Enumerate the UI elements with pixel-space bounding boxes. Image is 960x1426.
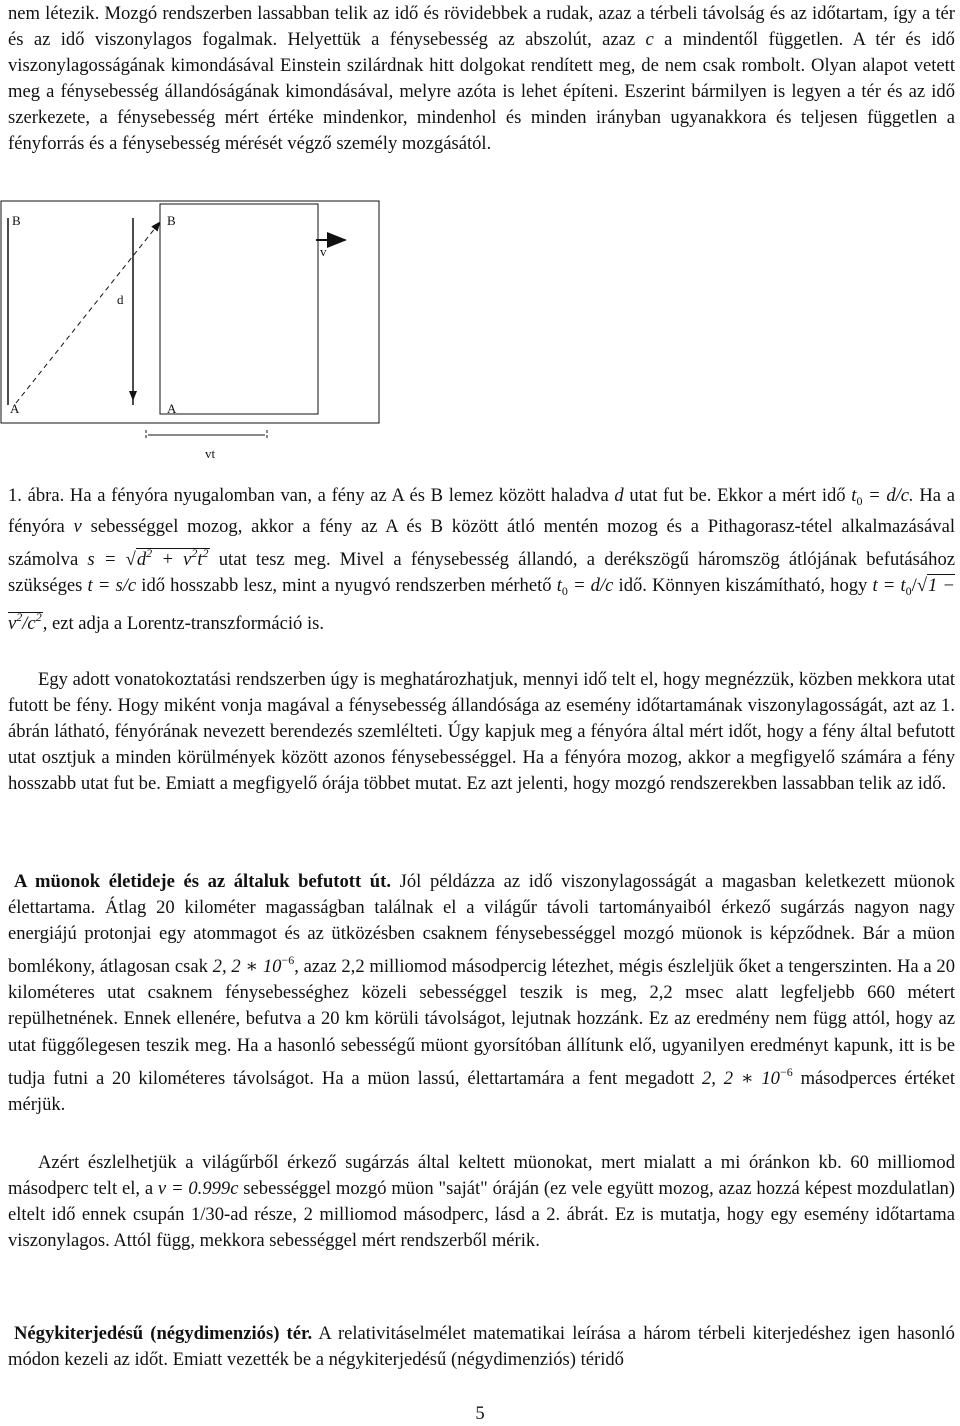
muon-text-2: , azaz 2,2 milliomod másodpercig létezhet, mégis észleljük őket a tengerszinten. Ha a 20 kilométeres utat csaknem fénysebességhez közeli sebességgel teszik is meg, 2,2 msec alatt legfeljebb 660 métert repülhetnének. Ennek ellenére, befutva a 20 km körüli távolságot, lejutnak hozzánk. Ez az eredmény nem függ attól, hogy az utat függőlegesen teszik meg. Ha a hasonló sebességű müont gyorsítóban állítunk elő, ugyanilyen eredményt kapunk, itt is be tudja futni a 20 kilométeres távolságot. Ha a müon lassú, élettartamára a fent megadott [8,956,956,1089]
muon-text-1: Jól példázza az idő viszonylagosságát a magasban keletkezett müonok élettartama. Átlag 20 kilométer magasságban találnak el a világűr távoli tartományaiból érkező sugárzás nagyon nagy energiájú protonjai egy atommagot és az ütközésben csaknem fénysebességgel mozgó müonok is képződnek. Bár a müon bomlékony, átlagosan csak [8,871,955,978]
label-b-left: B [12,213,21,228]
equation-s: s = [87,549,117,571]
figure-caption: 1. ábra. Ha a fényóra nyugalomban van, a fény az A és B lemez között haladva d utat fut be. Ekkor a mért idő $t_0 = d/c$. Ha a fényóra v sebességgel mozog, akkor a fény az A és B között átló mentén mozog és a Pithagorasz-tétel alkalmazásával számolva $s = √d^2 + v^2t^2$ utat tesz meg. Mivel a fénysebesség állandó, a derékszögű háromszög átlójának befutásához szükséges t = s/c idő hosszabb lesz, mint a nyugvó rendszerben mérhető $t_0 = d/c$ idő. Könnyen kiszámítható, hogy $t = t_0/√1 - v^2/c^2$, ezt adja a Lorentz-transzformáció is. [8,485,956,635]
equation-lorentz: t = t [872,575,906,597]
light-clock-paragraph: Egy adott vonatokoztatási rendszerben úgy is meghatározhatjuk, mennyi idő telt el, hogy megnézzük, közben mekkora utat futott be fény. Hogy miként vonja magával a fénysebesség állandósága az esemény időtartamának viszonylagosságát, azt az 1. ábrán látható, fényórának nevezett berendezés szemlélteti. Úgy kapjuk meg a fényóra által mért időt, hogy a fény által befutott utat osztjuk a minden körülmények között azonos fénysebességgel. Ha a fényóra mozog, akkor a megfigyelő számára a fény hosszabb utat fut be. Emiatt a megfigyelő órája többet mutat. Ez azt jelenti, hogy mozgó rendszerekben lassabban telik az idő. [8,669,955,795]
intro-text-1: nem létezik. Mozgó rendszerben lassabban telik az idő és rövidebbek a rudak, azaz a térbeli távolság és az időtartam, így a tér és az idő viszonylagos fogalmak. Helyettük a fénysebesség az abszolút, azaz [8,3,955,51]
muon-section: A müonok életideje és az általuk befutott út. Jól példázza az idő viszonylagosságát a magasban keletkezett müonok élettartama. Átlag 20 kilométer magasságban találnak el a világűr távoli tartományaiból érkező sugárzás nagyon nagy energiájú protonjai egy atommagot és az ütközésben csaknem fénysebességgel mozgó müonok is képződnek. Bár a müon bomlékony, átlagosan csak 2, 2 ∗ $10^{-6}$, azaz 2,2 milliomod másodpercig létezhet, mégis észleljük őket a tengerszinten. Ha a 20 kilométeres utat csaknem fénysebességhez közeli sebességgel teszik is meg, 2,2 msec alatt legfeljebb 660 métert repülhetnének. Ennek ellenére, befutva a 20 km körüli távolságot, lejutnak hozzánk. Ez az eredmény nem függ attól, hogy az utat függőlegesen teszik meg. Ha a hasonló sebességű müont gyorsítóban állítunk elő, ugyanilyen eredményt kapunk, itt is be tudja futni a 20 kilométeres távolságot. Ha a müon lassú, élettartamára a fent megadott 2, 2 ∗ $10^{-6}$ másodperces értéket mérjük. [8,871,956,1115]
caption-text-8: , ezt adja a Lorentz-transzformáció is. [42,613,325,635]
para4-text-1: Azért észlelhetjük a világűrből érkező sugárzás által keltett müonokat, mert mialatt a mi óránkon kb. 60 milliomod másodperc telt el, a [8,1152,955,1200]
clock-box [160,204,318,414]
symbol-c: c [645,29,654,51]
figure-frame [1,201,379,423]
label-d: d [117,292,124,307]
label-a-left: A [10,401,20,416]
caption-text-6: idő hosszabb lesz, mint a nyugvó rendszerben mérhető [141,575,552,597]
muon-speed-paragraph [8,1150,955,1254]
label-b-right: B [167,213,176,228]
spacetime-text: A relativitáselmélet matematikai leírása a három térbeli kiterjedéshez igen hasonló módon kezeli az időt. Emiatt vezették be a négykiterjedésű (négydimenziós) téridő [8,1323,955,1371]
symbol-d: d [614,485,624,506]
spacetime-section [8,1321,955,1373]
muon-lifetime-2: 2, 2 ∗ 10 [702,1067,780,1089]
muon-text-3: másodperces értéket mérjük. [8,1067,955,1115]
equation-t: t = s/c [87,575,137,597]
spacetime-heading: Négykiterjedésű (négydimenziós) tér. [14,1323,313,1344]
muon-lifetime-1: 2, 2 ∗ 10 [212,956,282,978]
caption-text-3: Ha a fényóra [8,485,955,538]
caption-text-5: utat tesz meg. Mivel a fénysebesség állandó, a derékszögű háromszög átlójának befutásához szükséges [8,549,955,597]
equation-t0: = d/c. [868,485,914,506]
intro-paragraph [8,1,955,158]
caption-text-2: utat fut be. Ekkor a mért idő [629,485,846,506]
equation-t0-2: = d/c [573,575,614,597]
caption-text-7: idő. Könnyen kiszámítható, hogy [618,575,868,597]
label-a-right: A [167,401,177,416]
light-clock-figure [0,200,380,470]
page-number: 5 [475,1403,485,1424]
intro-text-2: a mindentől független. A tér és idő viszonylagosságának kimondásával Einstein szilárdnak hitt dolgokat rendített meg, de nem csak rombolt. Olyan alapot vetett meg a fénysebesség állandóságának kimondásával, melyre azóta is lehet építeni. Eszerint bármilyen is legyen a tér és az idő szerkezete, a fénysebesség mért értéke mindenkor, mindenhol és minden irányban ugyanakkora és teljesen független a fényforrás és a fénysebesség mérését végző személy mozgásától. [8,29,955,155]
sqrt-body: $d^2 + v^2t^2$ [136,546,209,571]
caption-text-4: sebességgel mozog, akkor a fény az A és B között átló mentén mozog és a Pithagorasz-tétel alkalmazásával számolva [8,516,955,571]
muon-heading: A müonok életideje és az általuk befutott út. [14,871,391,892]
sqrt-sign: √ [125,549,136,571]
diagonal-light-path [16,222,160,403]
para4-text-2: sebességgel mozgó müon "saját" óráján (ez vele együtt mozog, azaz hozzá képest mozdulatlan) eltelt idő ennek csupán 1/30-ad része, 2 milliomod másodperc, lásd a 2. ábrát. Ez is mutatja, hogy egy esemény időtartama viszonylagos. Attól függ, mekkora sebességgel mért rendszerből mérik. [8,1178,955,1252]
label-v: v [320,244,327,259]
label-vt: vt [205,446,216,461]
equation-v: v = 0.999c [157,1178,239,1200]
symbol-t: t [851,485,857,506]
caption-text-1: 1. ábra. Ha a fényóra nyugalomban van, a fény az A és B lemez között haladva [8,485,609,506]
symbol-v: v [73,516,82,538]
subscript-0: 0 [856,494,863,508]
